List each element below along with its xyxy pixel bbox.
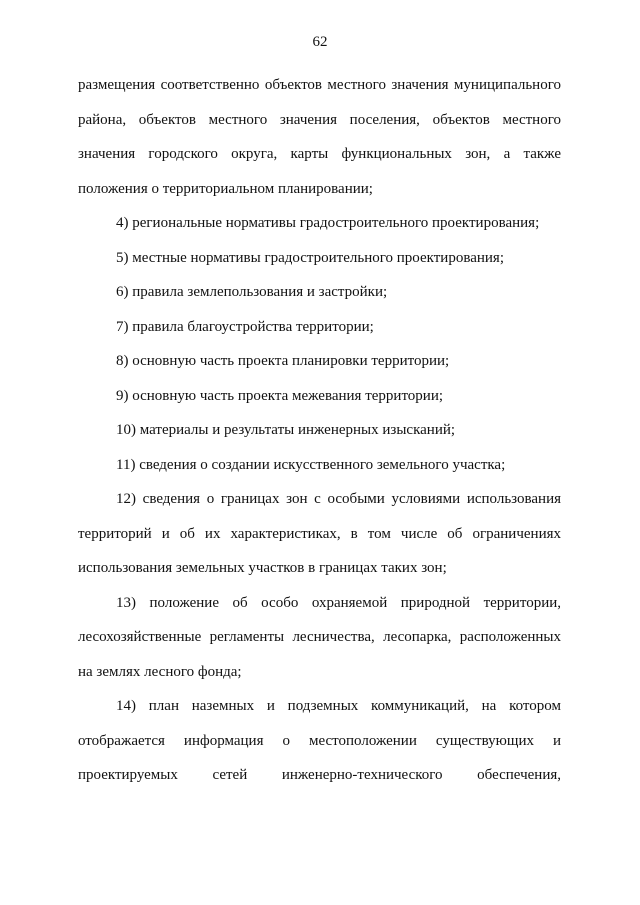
list-item-12: 12) сведения о границах зон с особыми условиями использования территорий и об их характеристиках, в том числе об ограничениях использования земельных участков в границах таких зон; (78, 491, 561, 576)
list-item-8: 8) основную часть проекта планировки территории; (116, 353, 450, 369)
document-body (78, 68, 561, 793)
list-item-5: 5) местные нормативы градостроительного проектирования; (116, 249, 504, 266)
list-item-13: 13) положение об особо охраняемой природной территории, лесохозяйственные регламенты лесничества, лесопарка, расположенных на землях лесного фонда; (78, 594, 561, 680)
list-item-4: 4) региональные нормативы градостроительного проектирования; (116, 215, 540, 231)
list-item-10: 10) материалы и результаты инженерных изысканий; (116, 422, 456, 438)
list-item-11: 11) сведения о создании искусственного земельного участка; (116, 456, 506, 473)
page-number: 62 (312, 34, 328, 50)
list-item-6: 6) правила землепользования и застройки; (116, 284, 388, 300)
list-item-7: 7) правила благоустройства территории; (116, 318, 374, 335)
list-item-9: 9) основную часть проекта межевания территории; (116, 387, 444, 404)
paragraph-continuation: размещения соответственно объектов местного значения муниципального района, объектов местного значения поселения, объектов местного значения городского округа, карты функциональных зон, а также положения о территориальном планировании; (78, 77, 561, 197)
list-item-14: 14) план наземных и подземных коммуникаций, на котором отображается информация о местоположении существующих и проектируемых сетей инженерно-технического обеспечения, (78, 698, 561, 783)
